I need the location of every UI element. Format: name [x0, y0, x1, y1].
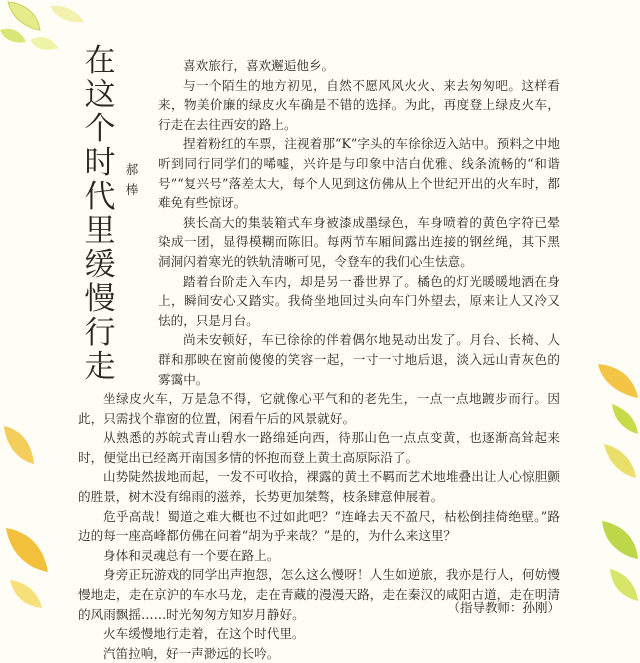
paragraph: 火车缓慢地行走着，在这个时代里。	[103, 626, 305, 642]
paragraph: 踏着台阶走入车内，却是另一番世界了。橘色的灯光暖暖地洒在身上，瞬间安心又踏实。我倚坐地回过头向车门外望去，原来让人又冷又怯的，只是月台。	[158, 273, 560, 328]
paragraph: 尚未安顿好，车已徐徐的伴着偶尔地晃动出发了。月台、长椅、人群和那映在窗前傻傻的笑容一起，一寸一寸地后退，淡入远山青灰色的雾霭中。	[158, 332, 560, 387]
title-char: 在	[84, 43, 116, 79]
title-char: 慢	[84, 281, 116, 317]
paragraph: 从熟悉的苏皖式青山碧水一路绵延向西，待那山色一点点变黄，也逐渐高耸起来时，便觉出已经离开南国多情的怀抱而登上黄土高原际沿了。	[78, 430, 560, 465]
paragraph: 捏着粉红的车票，注视着那“K”字头的车徐徐迈入站中。预料之中地听到同行同学们的唏嘘，兴许是与印象中洁白优雅、线条流畅的“和谐号”“复兴号”落差太大，每个人见到这仿佛从上个世纪开出的火车时，都难免有些惊讶。	[158, 136, 560, 211]
paragraph: 坐绿皮火车，万是急不得，它就像心平气和的老先生，一点一点地踱步而行。因此，只需找个靠窗的位置，闲看午后的风景就好。	[78, 391, 560, 426]
title-char: 时	[84, 145, 116, 181]
article-body	[78, 56, 560, 663]
title-char: 走	[84, 349, 116, 385]
paragraph: 与一个陌生的地方初见，自然不愿风风火火、来去匆匆吧。这样看来，物美价廉的绿皮火车确是不错的选择。为此，再度登上绿皮火车，行走在去往西安的路上。	[158, 77, 560, 132]
title-char: 里	[84, 213, 116, 249]
paragraph: 狭长高大的集装箱式车身被漆成墨绿色，车身喷着的黄色字符已晕染成一团，显得模糊而陈旧。每两节车厢间露出连接的钢丝绳，其下黑洞洞闪着寒光的铁轨清晰可见，令登车的我们心生怯意。	[158, 214, 560, 269]
leaf-bottom-right-icon	[590, 515, 640, 615]
leaf-cluster-right-icon	[584, 360, 640, 500]
author-char: 郝	[125, 162, 139, 177]
leaf-cluster-top-left-icon	[0, 0, 90, 60]
author-char: 棒	[125, 182, 139, 197]
title-char: 这	[84, 77, 116, 113]
title-char: 代	[84, 179, 116, 215]
paragraph: 喜欢旅行，喜欢邂逅他乡。	[183, 58, 335, 73]
title-char: 缓	[84, 247, 116, 283]
title-char: 行	[84, 315, 116, 351]
paragraph: 危乎高哉！蜀道之难大概也不过如此吧？“连峰去天不盈尺，枯松倒挂倚绝壁。”路边的每一座高峰都仿佛在问着“胡为乎来哉？”是的，为什么来这里？	[78, 508, 560, 544]
leaf-bottom-left-icon	[0, 520, 70, 615]
leaf-left-middle-icon	[0, 420, 40, 500]
paragraph: 汽笛拉响，好一声渺远的长吟。	[103, 645, 280, 661]
paragraph: 身体和灵魂总有一个要在路上。	[103, 547, 280, 563]
title-char: 个	[84, 111, 116, 147]
advisor-credit: （指导教师：孙刚）	[447, 600, 560, 615]
paragraph: 身旁正玩游戏的同学出声抱怨，怎么这么慢呀！人生如逆旅，我亦是行人，何妨慢慢地走，走在京沪的车水马龙，走在青藏的漫漫天路，走在秦汉的咸阳古道，走在明清的风雨飘摇……时光匆匆方知岁月静好。	[78, 567, 560, 622]
paragraph: 山势陡然拔地而起，一发不可收拾，裸露的黄土不羁而艺术地堆叠出让人心惊胆颤的胜景，树木没有绵雨的滋养，长势更加桀骜，枝条肆意伸展着。	[78, 469, 560, 505]
